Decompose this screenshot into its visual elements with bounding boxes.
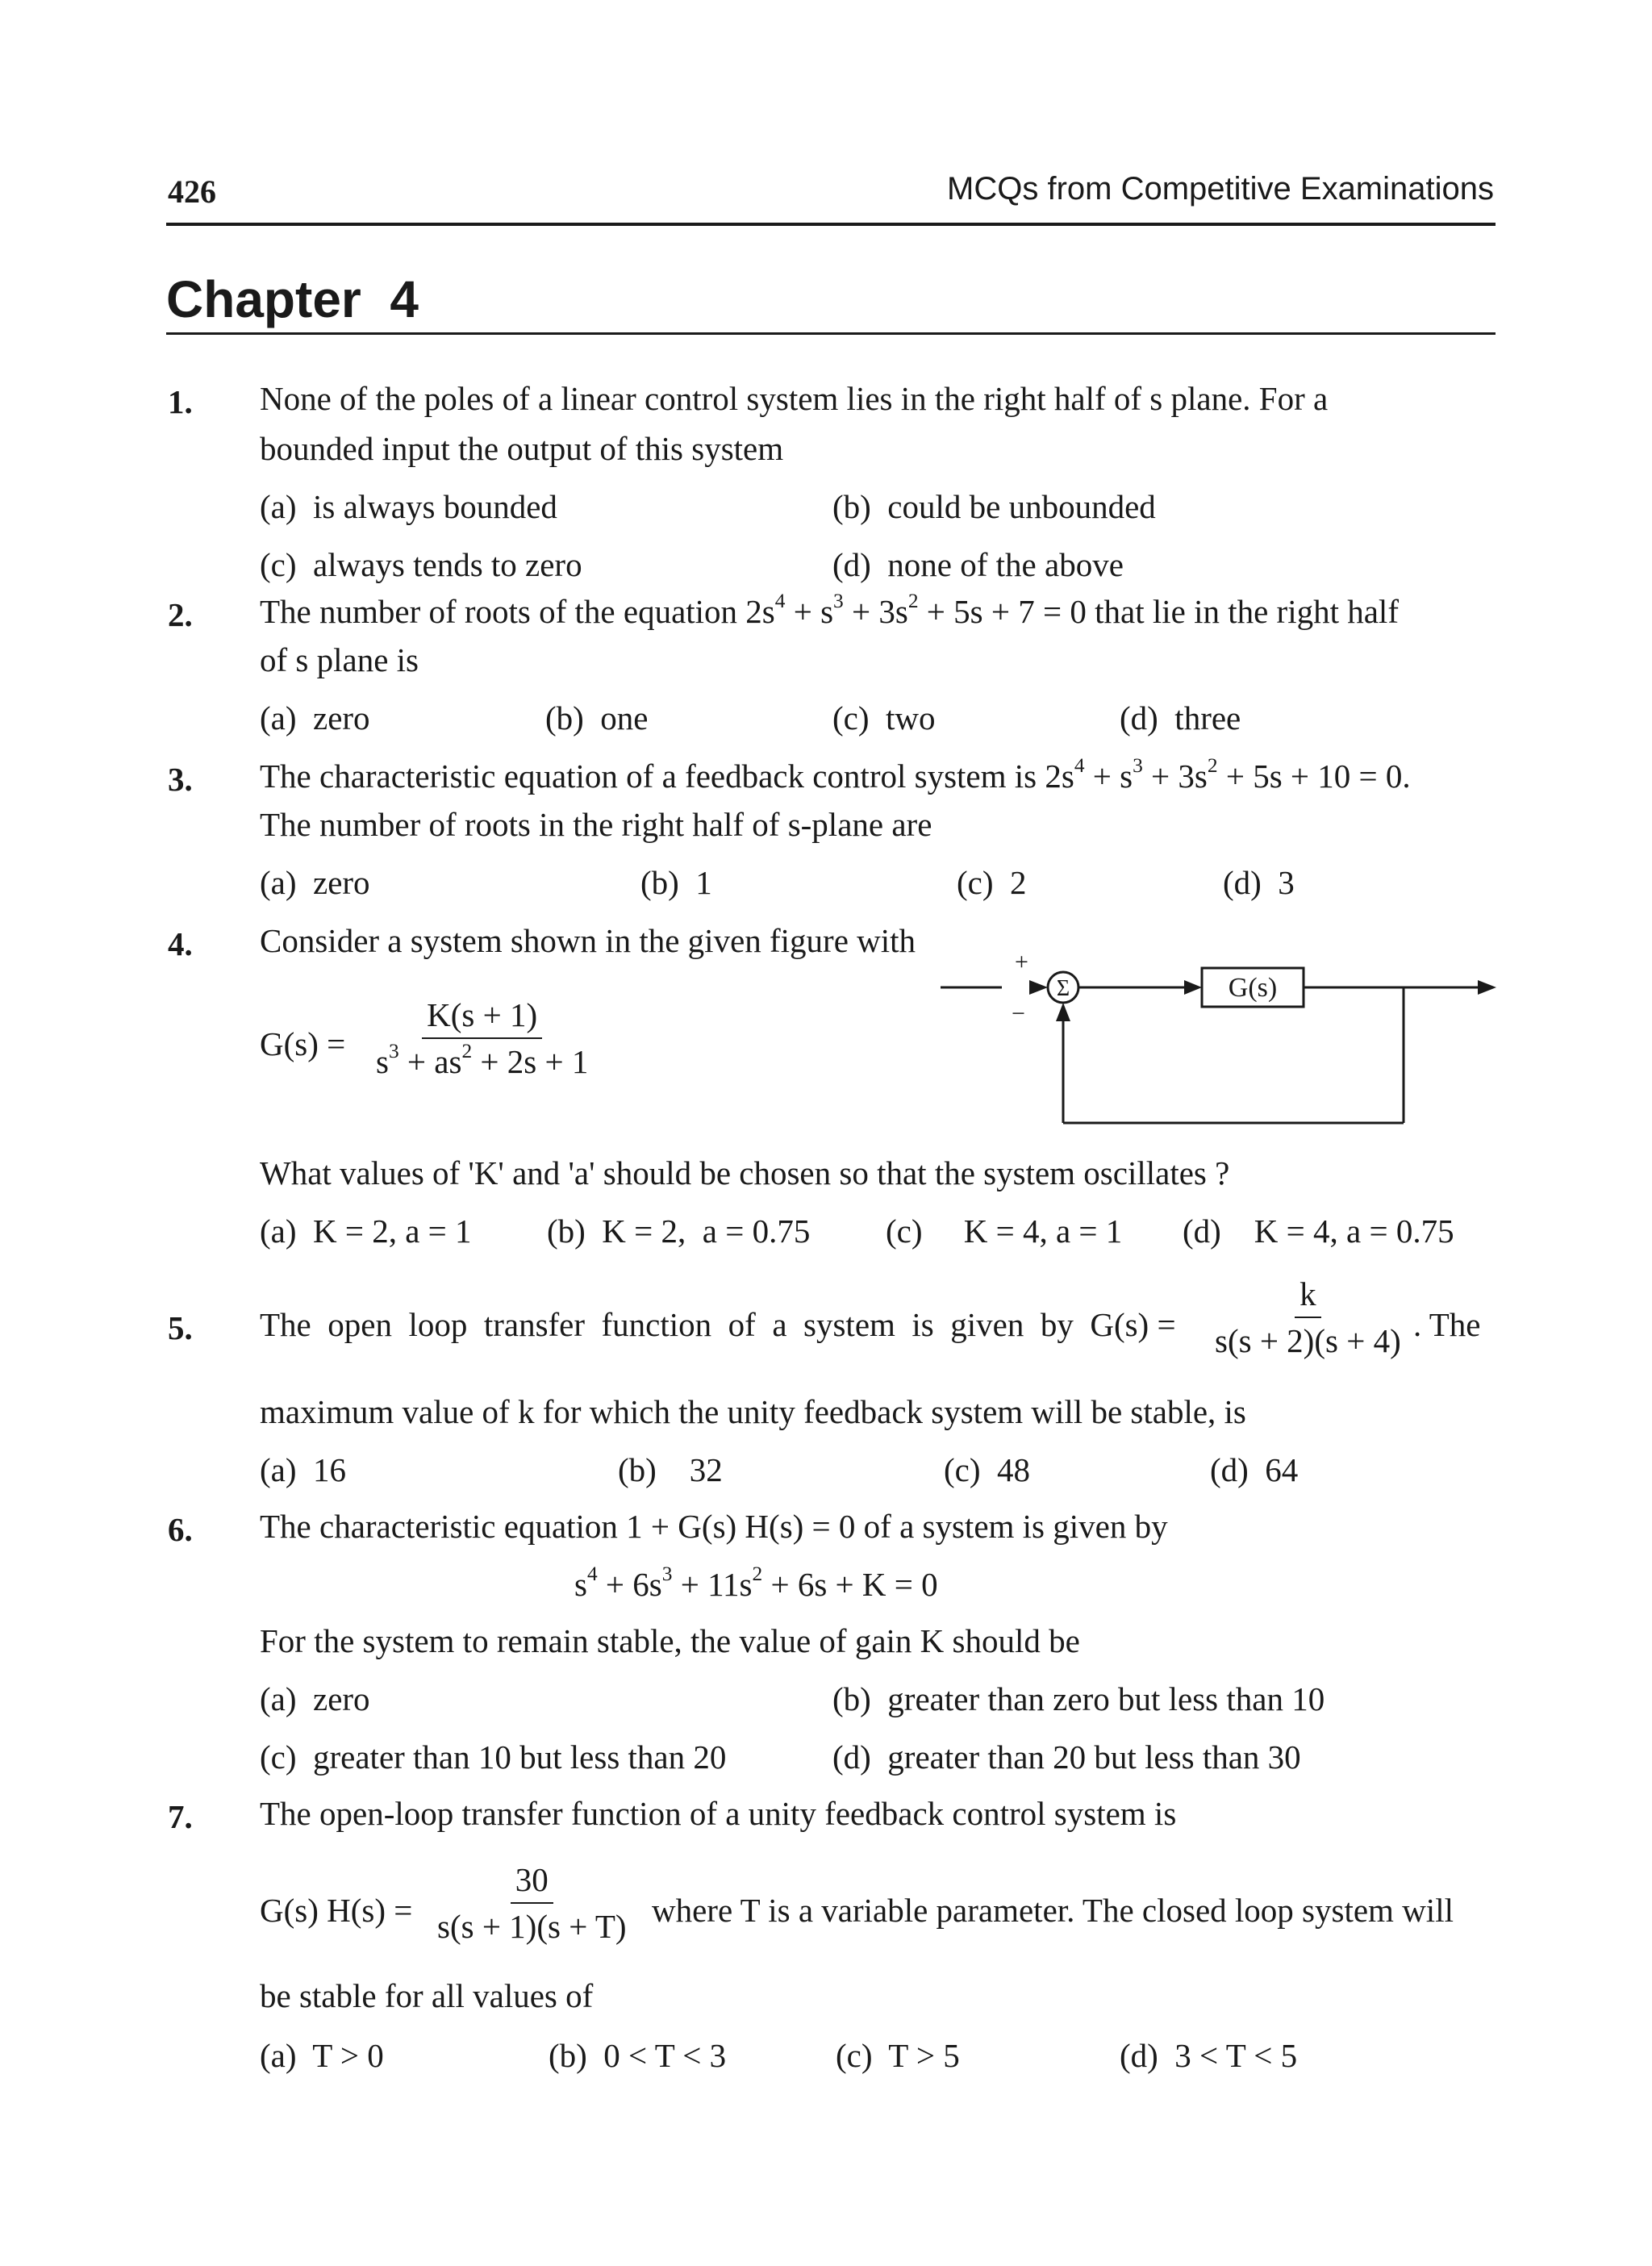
question-4-option-d: (d) K = 4, a = 0.75 <box>1183 1212 1454 1250</box>
question-4-gs-fraction <box>371 995 593 1081</box>
feedback-block-diagram <box>928 952 1508 1137</box>
question-3-stem-rest: + s <box>1084 757 1133 795</box>
question-2-option-b: (b) one <box>545 699 649 737</box>
question-7-numerator: 30 <box>511 1860 553 1904</box>
question-4-number: 4. <box>168 925 193 962</box>
question-3-number: 3. <box>168 761 193 798</box>
question-1-option-b: (b) could be unbounded <box>832 488 1156 525</box>
question-1-option-a: (a) is always bounded <box>260 488 557 525</box>
question-3-stem-tail-b: + 5s + 10 = 0. <box>1217 757 1411 795</box>
question-3-exp2: 2 <box>1207 753 1218 777</box>
question-4-option-c: (c) K = 4, a = 1 <box>886 1212 1123 1250</box>
question-5-option-c: (c) 48 <box>944 1451 1031 1488</box>
question-2-exp2: 2 <box>907 589 919 612</box>
question-4-question: What values of 'K' and 'a' should be chosen so that the system oscillates ? <box>260 1154 1230 1191</box>
question-6-line-1: The characteristic equation 1 + G(s) H(s) = 0 of a system is given by <box>260 1508 1168 1545</box>
question-2-stem-rest: + s <box>785 593 834 630</box>
question-6-equation: $s^4 + 6s^3 + 11s^2 + 6s + K = 0$ <box>574 1562 938 1603</box>
header-rule <box>166 223 1496 226</box>
question-7-gh-label: G(s) H(s) = <box>260 1892 413 1929</box>
question-6-number: 6. <box>168 1511 193 1548</box>
diagram-minus-sign: − <box>1012 1000 1025 1027</box>
chapter-rule <box>166 332 1496 335</box>
question-5-line-1: The open loop transfer function of a system is given by G(s) = <box>260 1306 1176 1343</box>
question-3-option-a: (a) zero <box>260 864 370 901</box>
question-7-number: 7. <box>168 1798 193 1835</box>
question-1-option-c: (c) always tends to zero <box>260 546 582 583</box>
question-1-option-d: (d) none of the above <box>832 546 1124 583</box>
question-3-exp4: 4 <box>1074 753 1085 777</box>
question-5-fraction <box>1210 1275 1406 1360</box>
question-2-stem-tail-b: + 5s + 7 = 0 that lie in the right half <box>918 593 1399 630</box>
question-5-number: 5. <box>168 1309 193 1346</box>
question-7-option-a: (a) T > 0 <box>260 2037 384 2074</box>
question-4-option-a: (a) K = 2, a = 1 <box>260 1212 472 1250</box>
question-7-option-b: (b) 0 < T < 3 <box>549 2037 727 2074</box>
diagram-summing-symbol: Σ <box>1056 976 1070 1001</box>
question-3-option-c: (c) 2 <box>957 864 1027 901</box>
chapter-title: Chapter 4 <box>166 270 419 328</box>
diagram-plus-sign: + <box>1015 952 1028 975</box>
question-7-option-c: (c) T > 5 <box>836 2037 960 2074</box>
question-5-denominator: s(s + 2)(s + 4) <box>1215 1322 1401 1359</box>
question-6-option-c: (c) greater than 10 but less than 20 <box>260 1738 727 1776</box>
question-7-fraction <box>432 1860 632 1946</box>
question-5-option-d: (d) 64 <box>1210 1451 1299 1488</box>
question-1-line-1: None of the poles of a linear control system lies in the right half of s plane. For a <box>260 380 1329 417</box>
question-4-gs-label: G(s) = <box>260 1025 346 1062</box>
question-3-line-2: The number of roots in the right half of s-plane are <box>260 806 932 843</box>
question-2-number: 2. <box>168 596 193 633</box>
question-3-option-d: (d) 3 <box>1223 864 1295 901</box>
question-2-line-1 <box>260 589 1399 631</box>
question-2-option-a: (a) zero <box>260 699 370 737</box>
question-2-exp4: 4 <box>774 589 786 612</box>
question-5-numerator: k <box>1295 1275 1321 1318</box>
question-2-exp3: 3 <box>833 589 844 612</box>
running-title: MCQs from Competitive Examinations <box>947 171 1494 207</box>
question-3-line-1 <box>260 753 1411 795</box>
page-number: 426 <box>168 173 216 210</box>
question-2-option-c: (c) two <box>832 699 936 737</box>
question-4-line-1: Consider a system shown in the given figure with <box>260 922 916 959</box>
question-3-exp3: 3 <box>1133 753 1143 777</box>
question-3-option-b: (b) 1 <box>640 864 712 901</box>
question-7-denominator: s(s + 1)(s + T) <box>437 1908 627 1945</box>
question-5-option-b: (b) 32 <box>618 1451 723 1488</box>
question-5-option-a: (a) 16 <box>260 1451 347 1488</box>
question-2-stem-pre: The number of roots of the equation 2s <box>260 593 775 630</box>
question-6-option-d: (d) greater than 20 but less than 30 <box>832 1738 1301 1776</box>
question-3-stem-tail-a: + 3s <box>1142 757 1208 795</box>
question-5-line-2: maximum value of k for which the unity feedback system will be stable, is <box>260 1393 1246 1430</box>
question-2-stem-tail-a: + 3s <box>843 593 908 630</box>
question-7-option-d: (d) 3 < T < 5 <box>1120 2037 1298 2074</box>
question-6-line-2: For the system to remain stable, the value of gain K should be <box>260 1622 1080 1659</box>
question-4-gs-denominator: $s^3 + as^2 + 2s + 1$ <box>376 1039 589 1080</box>
diagram-block-label: G(s) <box>1228 973 1278 1003</box>
question-7-gh-rest: where T is a variable parameter. The closed loop system will <box>652 1892 1454 1929</box>
question-6-option-a: (a) zero <box>260 1680 370 1717</box>
question-2-option-d: (d) three <box>1120 699 1241 737</box>
question-6-option-b: (b) greater than zero but less than 10 <box>832 1680 1325 1717</box>
question-7-line-1: The open-loop transfer function of a unity feedback control system is <box>260 1795 1177 1832</box>
question-1-number: 1. <box>168 383 193 420</box>
question-1-line-2: bounded input the output of this system <box>260 430 784 467</box>
question-3-stem-pre: The characteristic equation of a feedback control system is 2s <box>260 757 1074 795</box>
question-4-option-b: (b) K = 2, a = 0.75 <box>547 1212 811 1250</box>
question-2-line-2: of s plane is <box>260 641 419 678</box>
question-5-line-1-end: . The <box>1413 1306 1481 1343</box>
question-7-line-2: be stable for all values of <box>260 1977 594 2014</box>
question-4-gs-numerator: K(s + 1) <box>422 995 542 1039</box>
